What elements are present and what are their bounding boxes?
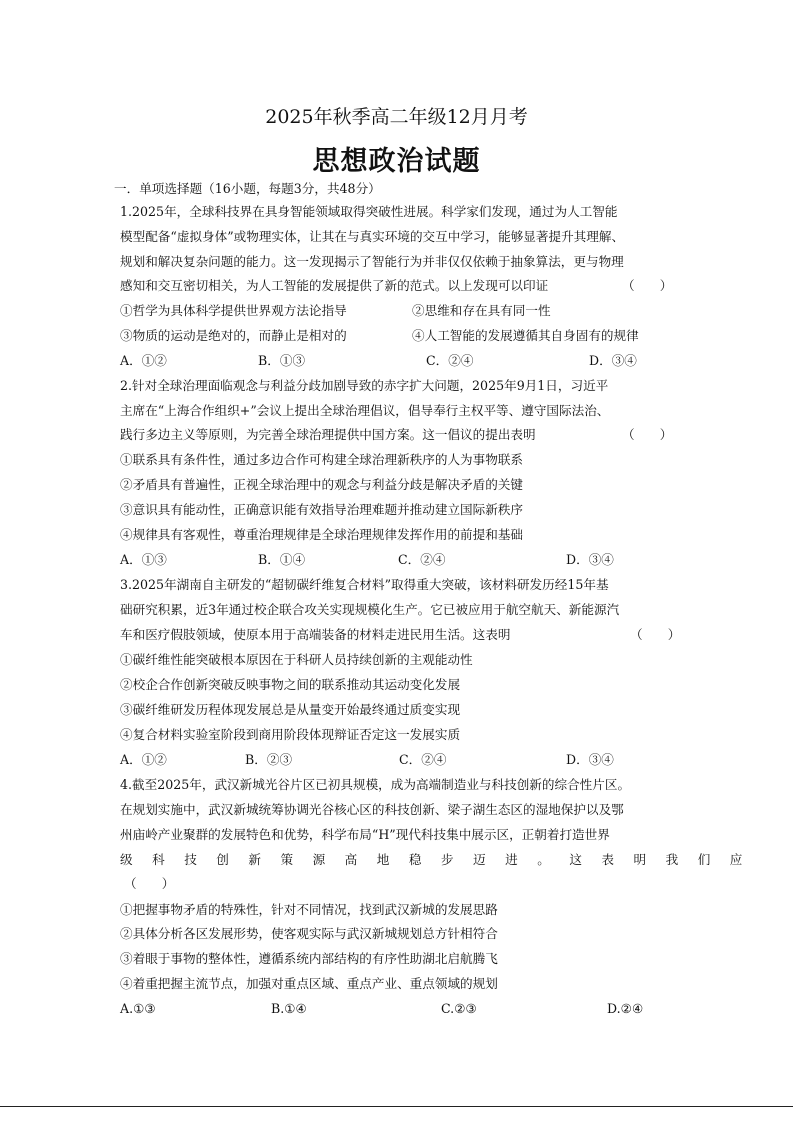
statement: ②具体分析各区发展形势，使客观实际与武汉新城规划总方针相符合: [120, 926, 498, 941]
option-b: B.①④: [271, 1001, 307, 1016]
option-c: C.②③: [441, 1001, 477, 1016]
option-d: D.②④: [607, 1001, 644, 1016]
statement: ③碳纤维研发历程体现发展总是从量变开始最终通过质变实现: [120, 702, 461, 717]
question-text: 车和医疗假肢领域，使原本用于高端装备的材料走进民用生活。这表明: [120, 627, 511, 642]
statement: ③着眼于事物的整体性，遵循系统内部结构的有序性助湖北启航腾飞: [120, 951, 498, 966]
statement: ①哲学为具体科学提供世界观方法论指导: [120, 303, 347, 318]
option-a: A.①③: [120, 1001, 156, 1016]
answer-blank: （ ）: [622, 427, 673, 442]
statement: ③意识具有能动性，正确意识能有效指导治理难题并推动建立国际新秩序: [120, 502, 523, 517]
statement: ④复合材料实验室阶段到商用阶段体现辩证否定这一发展实质: [120, 727, 461, 742]
question-text-justified: [120, 851, 762, 869]
page-bottom-rule: [0, 1106, 793, 1107]
subject-title: 思想政治试题: [312, 146, 481, 177]
question-text: 规划和解决复杂问题的能力。这一发现揭示了智能行为并非仅仅依赖于抽象算法，更与物理: [120, 254, 624, 269]
answer-blank: （ ）: [630, 627, 681, 642]
exam-title: 2025年秋季高二年级12月月考: [265, 106, 528, 128]
statement: ①把握事物矛盾的特殊性，针对不同情况，找到武汉新城的发展思路: [120, 902, 498, 917]
option-b: B．①④: [258, 552, 306, 567]
option-a: A．①②: [120, 752, 167, 767]
option-d: D．③④: [566, 752, 614, 767]
option-d: D．③④: [566, 552, 614, 567]
statement: ③物质的运动是绝对的，而静止是相对的: [120, 328, 347, 343]
answer-blank: （ ）: [124, 876, 175, 891]
option-c: C．②④: [398, 552, 446, 567]
section-heading: 一．单项选择题（16小题，每题3分，共48分）: [114, 181, 381, 196]
question-text: 3.2025年湖南自主研发的“超韧碳纤维复合材料”取得重大突破，该材料研发历经15年基: [120, 577, 609, 592]
question-text: 2.针对全球治理面临观念与利益分歧加剧导致的赤字扩大问题，2025年9月1日，习近平: [120, 378, 609, 393]
statement: ④人工智能的发展遵循其自身固有的规律: [412, 328, 639, 343]
statement: ①碳纤维性能突破根本原因在于科研人员持续创新的主观能动性: [120, 652, 473, 667]
statement: ①联系具有条件性，通过多边合作可构建全球治理新秩序的人为事物联系: [120, 452, 523, 467]
option-b: B．②③: [245, 752, 293, 767]
option-c: C．②④: [426, 353, 474, 368]
option-b: B．①③: [258, 353, 306, 368]
statement: ④着重把握主流节点，加强对重点区域、重点产业、重点领域的规划: [120, 976, 498, 991]
option-a: A．①③: [120, 552, 167, 567]
question-text: 州庙岭产业聚群的发展特色和优势，科学布局“H”现代科技集中展示区，正朝着打造世界: [120, 827, 610, 842]
answer-blank: （ ）: [622, 278, 673, 293]
question-text: 础研究积累，近3年通过校企联合攻关实现规模化生产。它已被应用于航空航天、新能源汽: [120, 602, 620, 617]
question-text: 感知和交互密切相关，为人工智能的发展提供了新的范式。以上发现可以印证: [120, 278, 549, 293]
question-text: 级科技创新策源高地稳步迈进。这表明我们应: [120, 852, 762, 867]
option-a: A．①②: [120, 353, 167, 368]
option-d: D．③④: [589, 353, 637, 368]
statement: ②矛盾具有普遍性，正视全球治理中的观念与利益分歧是解决矛盾的关键: [120, 477, 523, 492]
question-text: 模型配备“虚拟身体”或物理实体，让其在与真实环境的交互中学习，能够显著提升其理解、: [120, 229, 625, 244]
statement: ④规律具有客观性，尊重治理规律是全球治理规律发挥作用的前提和基础: [120, 527, 523, 542]
question-text: 在规划实施中，武汉新城统筹协调光谷核心区的科技创新、梁子湖生态区的湿地保护以及鄂: [120, 802, 624, 817]
question-text: 践行多边主义等原则，为完善全球治理提供中国方案。这一倡议的提出表明: [120, 427, 536, 442]
option-c: C．②④: [399, 752, 447, 767]
question-text: 1.2025年，全球科技界在具身智能领域取得突破性进展。科学家们发现，通过为人工智能: [120, 204, 618, 219]
statement: ②校企合作创新突破反映事物之间的联系推动其运动变化发展: [120, 677, 461, 692]
statement: ②思维和存在具有同一性: [412, 303, 551, 318]
question-text: 4.截至2025年，武汉新城光谷片区已初具规模，成为高端制造业与科技创新的综合性片区。: [120, 777, 631, 792]
question-text: 主席在“上海合作组织+”会议上提出全球治理倡议，倡导奉行主权平等、遵守国际法治、: [120, 403, 610, 418]
